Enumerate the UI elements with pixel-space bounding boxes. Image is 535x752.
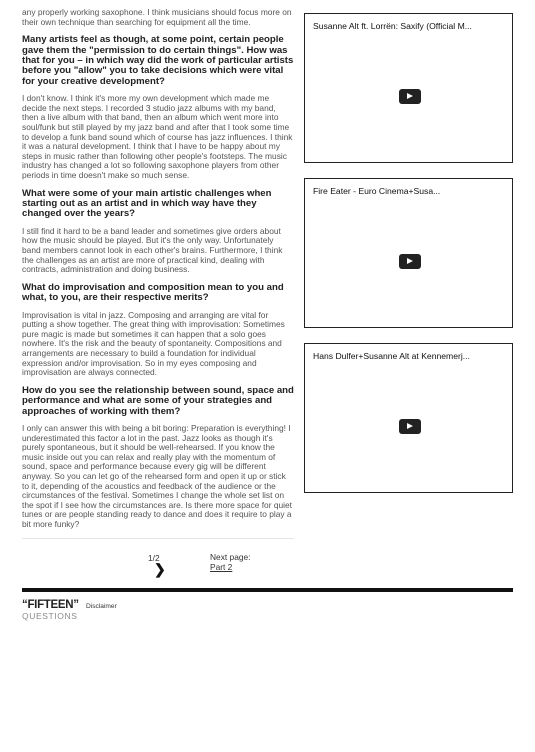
play-icon[interactable] bbox=[399, 419, 421, 434]
content-divider bbox=[22, 538, 294, 539]
disclaimer-link[interactable]: Disclaimer bbox=[86, 603, 117, 610]
interview-question: What do improvisation and composition mean to you and what, to you, are their respective merits? bbox=[22, 281, 284, 304]
video-embed-kennemerj[interactable] bbox=[304, 343, 513, 493]
logo-line-1: “FIFTEEN” bbox=[22, 599, 79, 611]
play-icon[interactable] bbox=[399, 89, 421, 104]
next-page bbox=[210, 553, 251, 572]
interview-answer: I don't know. I think it's more my own development which made me decide the next steps. I recorded 3 studio jazz albums with my band, then a live album with that band, then an album which went more into soul/funk but still played by my jazz band and after that I took some time to develop a funk band sound which of course has jazz influences. I think it was a natural development. I think that I have to be happy about my steps in music rather than following other people's footsteps. The music industry has changed a lot so following saxophone players from other periods in time doesn't make so much sense. bbox=[22, 93, 293, 180]
next-page-label: Next page: bbox=[210, 552, 251, 562]
article-body bbox=[22, 8, 294, 537]
video-sidebar bbox=[304, 13, 513, 508]
article-paragraph: any properly working saxophone. I think musicians should focus more on their own technique than searching for equipment all the time. bbox=[22, 7, 292, 27]
interview-question: How do you see the relationship between sound, space and performance and what are some of your strategies and approaches of working with them? bbox=[22, 384, 294, 417]
chevron-right-icon[interactable]: ❯ bbox=[154, 561, 166, 577]
footer-divider bbox=[22, 588, 513, 592]
video-title[interactable]: Susanne Alt ft. Lorrën: Saxify (Official M... bbox=[313, 21, 472, 31]
play-icon[interactable] bbox=[399, 254, 421, 269]
page-indicator: 1/2 bbox=[148, 553, 160, 563]
site-logo[interactable] bbox=[22, 599, 78, 621]
interview-question: Many artists feel as though, at some point, certain people gave them the "permission to do certain things". How was that for you – in which way did the work of particular artists before you "allow" you to take decisions which were vital for your creative development? bbox=[22, 34, 294, 87]
interview-question: What were some of your main artistic challenges when starting out as an artist and in which way have they changed over the years? bbox=[22, 187, 272, 220]
video-title[interactable]: Fire Eater - Euro Cinema+Susa... bbox=[313, 186, 441, 196]
video-title[interactable]: Hans Dulfer+Susanne Alt at Kennemerj... bbox=[313, 351, 470, 361]
video-embed-saxify[interactable] bbox=[304, 13, 513, 163]
interview-answer: I only can answer this with being a bit boring: Preparation is everything! I underestimated this factor a lot in the past. Jazz looks as though it's purely spontaneous, but it should be well-rehearsed. If you know the music inside out you can relax and really play with the momentum of sound, space and performance because every gig will be different anyway. So you can let go of the rehearsed form and open it up or stick to it, depending of the acoustics and feedback of the audience or the circumstances of the festival. Sometimes I change the whole set list on the spot if I see how the circumstances are. Is there more space for quiet tunes or are people standing ready to dance and does it require to play a bit more funky? bbox=[22, 422, 292, 529]
video-embed-fire-eater[interactable] bbox=[304, 178, 513, 328]
next-page-link[interactable]: Part 2 bbox=[210, 561, 233, 572]
interview-answer: Improvisation is vital in jazz. Composing and arranging are vital for putting a show together. The great thing with improvisation: Sometimes pure magic is made but sometimes it can happen that a solo goes nowhere. It's the risk and the beauty of spontaneity. Compositions and arrangements are necessary to build a foundation for individual expression and/or improvisation. So in my eyes composing and improvisation are always connected. bbox=[22, 309, 285, 378]
logo-line-2: QUESTIONS bbox=[22, 611, 78, 621]
pagination bbox=[148, 553, 166, 577]
interview-answer: I still find it hard to be a band leader and sometimes give orders about how the music should be played. But it's the only way. Unfortunately band members cannot look in each other's brains. Furthermore, I think the challenges as an artist are more of practical kind, dealing with contracts, administration and doing business. bbox=[22, 225, 283, 275]
